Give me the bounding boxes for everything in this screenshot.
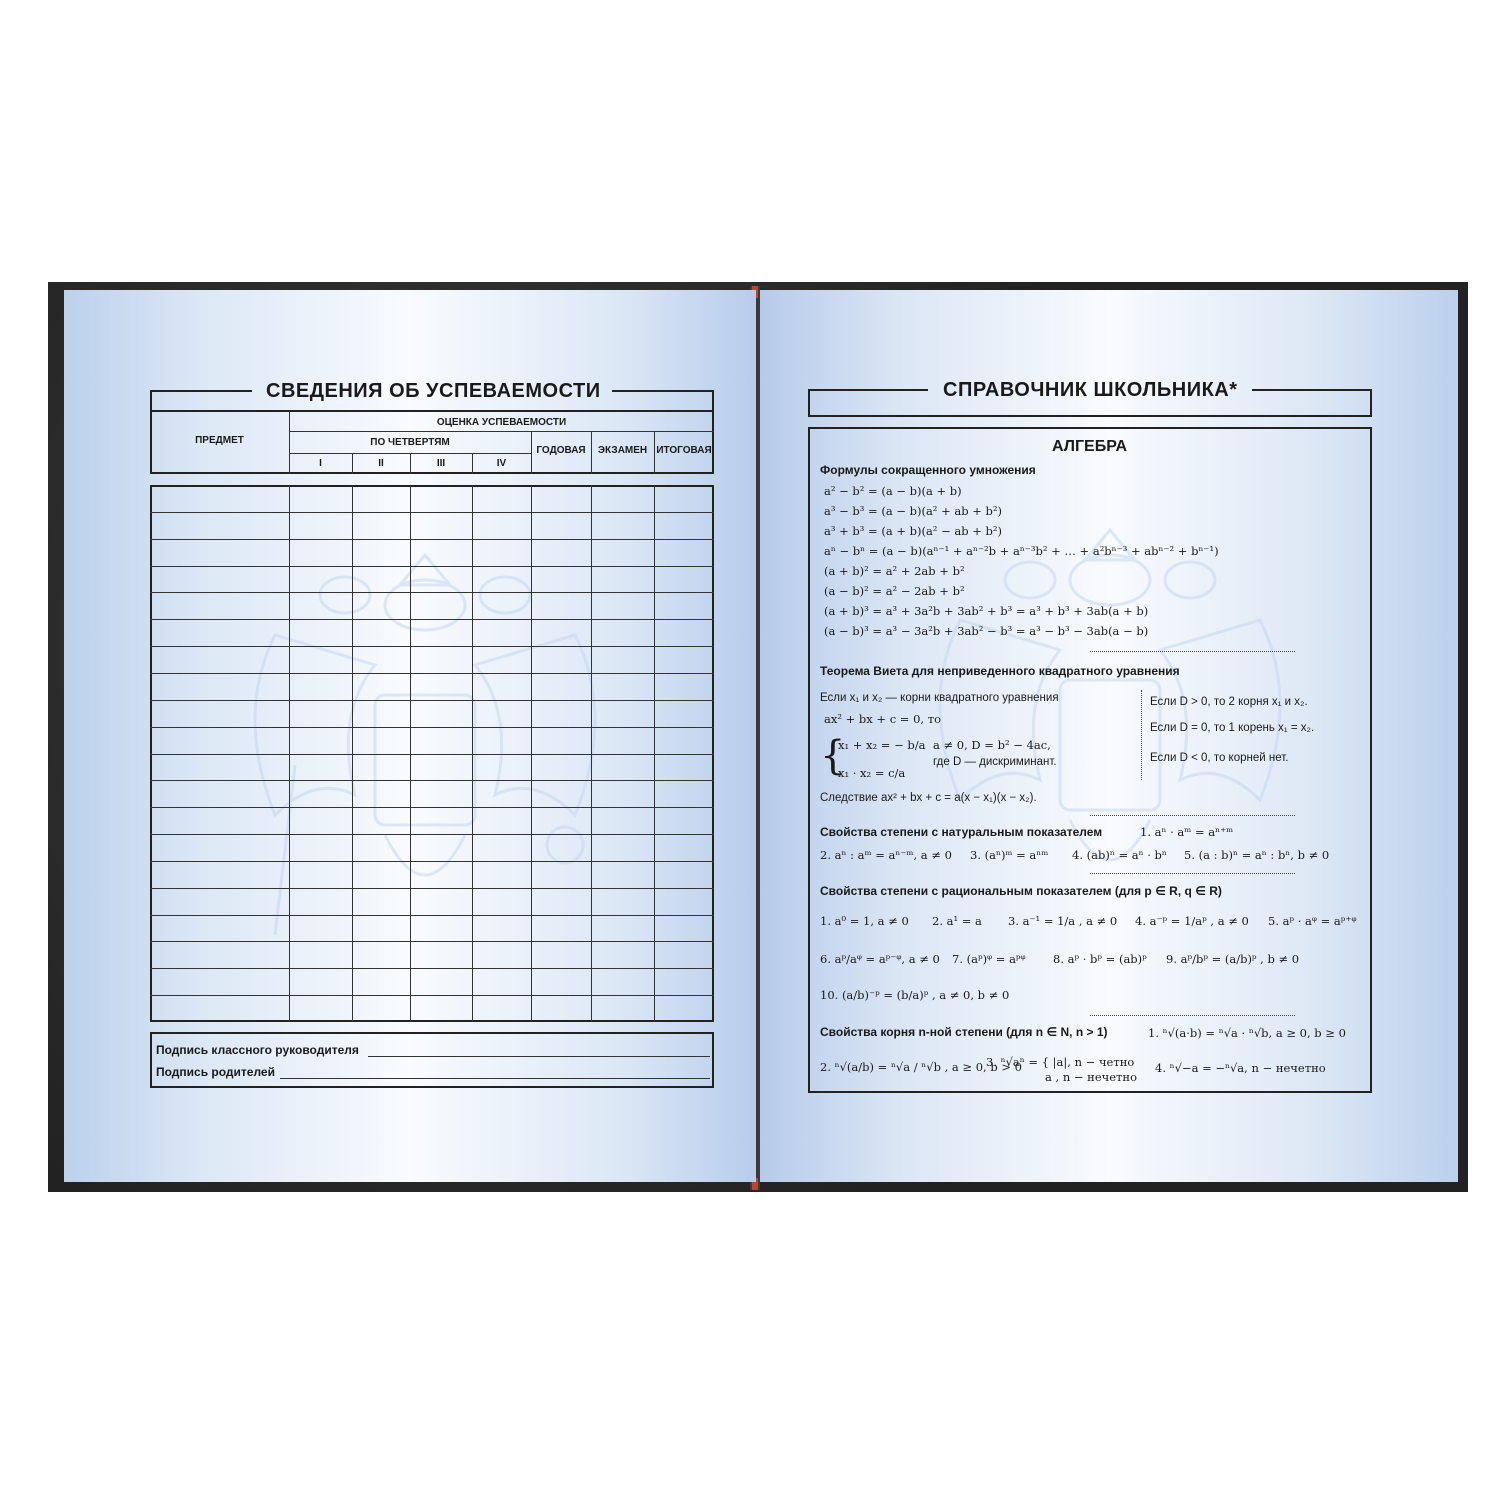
formula-4: aⁿ − bⁿ = (a − b)(aⁿ⁻¹ + aⁿ⁻²b + aⁿ⁻³b² + … + a²bⁿ⁻³ + abⁿ⁻² + bⁿ⁻¹) — [824, 544, 1219, 558]
roots-3b: a , n − нечетно — [1045, 1070, 1138, 1084]
grid-row-line — [150, 941, 714, 942]
rational-2: 2. a¹ = a — [932, 914, 982, 928]
vieta-product: x₁ · x₂ = c/a — [838, 766, 906, 780]
col-final: ИТОГОВАЯ — [656, 445, 712, 456]
parents-signature-line[interactable] — [280, 1078, 710, 1079]
grid-row-line — [150, 619, 714, 620]
natural-title: Свойства степени с натуральным показателем — [820, 825, 1103, 839]
vieta-consequence: Следствие ax² + bx + c = a(x − x₁)(x − x₂). — [820, 792, 1037, 804]
signature-box — [150, 1032, 714, 1088]
natural-3: 3. (aⁿ)ᵐ = aⁿᵐ — [970, 848, 1049, 862]
grid-row-line — [150, 780, 714, 781]
vieta-sum: x₁ + x₂ = − b/a — [838, 738, 926, 752]
roots-4: 4. ⁿ√−a = −ⁿ√a, n − нечетно — [1155, 1061, 1326, 1075]
grid-row-line — [150, 512, 714, 513]
divider — [1090, 651, 1295, 652]
rational-8: 8. aᵖ · bᵖ = (ab)ᵖ — [1053, 952, 1147, 966]
formula-5: (a + b)² = a² + 2ab + b² — [824, 564, 965, 578]
divider — [1090, 815, 1295, 816]
grid-row-line — [150, 592, 714, 593]
vieta-line-1: Если x₁ и x₂ — корни квадратного уравнения — [820, 692, 1059, 704]
header-divider — [289, 431, 714, 432]
abbrev-title: Формулы сокращенного умножения — [820, 463, 1036, 477]
grid-row-line — [150, 727, 714, 728]
formula-7: (a + b)³ = a³ + 3a²b + 3ab² + b³ = a³ + b³ + 3ab(a + b) — [824, 604, 1149, 618]
divider — [1141, 690, 1142, 780]
col-q1: I — [319, 458, 322, 469]
rational-1: 1. a⁰ = 1, a ≠ 0 — [820, 914, 909, 928]
formula-8: (a − b)³ = a³ − 3a²b + 3ab² − b³ = a³ − b³ − 3ab(a − b) — [824, 624, 1149, 638]
teacher-signature-line[interactable] — [368, 1056, 710, 1057]
progress-title: СВЕДЕНИЯ ОБ УСПЕВАЕМОСТИ — [266, 380, 601, 402]
rational-5: 5. aᵖ · aᵠ = aᵖ⁺ᵠ — [1268, 914, 1357, 928]
reference-title-box — [808, 389, 1372, 417]
col-q2: II — [378, 458, 384, 469]
rational-6: 6. aᵖ/aᵠ = aᵖ⁻ᵠ, a ≠ 0 — [820, 952, 940, 966]
natural-4: 4. (ab)ⁿ = aⁿ · bⁿ — [1072, 848, 1167, 862]
vieta-case-1: Если D > 0, то 2 корня x₁ и x₂. — [1150, 696, 1308, 708]
grid-row-line — [150, 888, 714, 889]
col-annual: ГОДОВАЯ — [536, 445, 586, 456]
algebra-heading: АЛГЕБРА — [1052, 438, 1128, 455]
roots-title: Свойства корня n-ной степени (для n ∈ N, n > 1) — [820, 1025, 1108, 1039]
vieta-title: Теорема Виета для неприведенного квадратного уравнения — [820, 664, 1180, 678]
rational-3: 3. a⁻¹ = 1/a , a ≠ 0 — [1008, 914, 1118, 928]
formula-6: (a − b)² = a² − 2ab + b² — [824, 584, 965, 598]
reference-title: СПРАВОЧНИК ШКОЛЬНИКА* — [943, 379, 1238, 401]
grid-row-line — [150, 754, 714, 755]
grid-row-line — [150, 915, 714, 916]
roots-1: 1. ⁿ√(a·b) = ⁿ√a · ⁿ√b, a ≥ 0, b ≥ 0 — [1148, 1026, 1346, 1040]
grid-row-line — [150, 995, 714, 996]
vieta-case-3: Если D < 0, то корней нет. — [1150, 752, 1289, 764]
grid-row-line — [150, 968, 714, 969]
grid-row-line — [150, 834, 714, 835]
vieta-line-2: ax² + bx + c = 0, то — [824, 712, 941, 726]
natural-5: 5. (a : b)ⁿ = aⁿ : bⁿ, b ≠ 0 — [1184, 848, 1330, 862]
col-q4: IV — [496, 458, 507, 469]
divider — [1090, 1015, 1295, 1016]
divider — [1090, 873, 1295, 874]
roots-3a: 3. ⁿ√aⁿ = { |a|, n − четно — [986, 1055, 1135, 1069]
col-quarters: ПО ЧЕТВЕРТЯМ — [370, 437, 450, 448]
grid-row-line — [150, 539, 714, 540]
rational-9: 9. aᵖ/bᵖ = (a/b)ᵖ , b ≠ 0 — [1166, 952, 1300, 966]
grid-row-line — [150, 673, 714, 674]
teacher-signature-label: Подпись классного руководителя — [156, 1043, 359, 1057]
system-brace: { — [820, 733, 846, 779]
grid-row-line — [150, 861, 714, 862]
col-grades: ОЦЕНКА УСПЕВАЕМОСТИ — [436, 417, 567, 428]
col-subject: ПРЕДМЕТ — [195, 435, 244, 446]
rational-10: 10. (a/b)⁻ᵖ = (b/a)ᵖ , a ≠ 0, b ≠ 0 — [820, 988, 1010, 1002]
grid-row-line — [150, 807, 714, 808]
formula-2: a³ − b³ = (a − b)(a² + ab + b²) — [824, 504, 1002, 518]
grid-row-line — [150, 700, 714, 701]
col-exam: ЭКЗАМЕН — [597, 445, 648, 456]
rational-title: Свойства степени с рациональным показателем (для p ∈ R, q ∈ R) — [820, 884, 1222, 898]
vieta-discriminant: где D — дискриминант. — [933, 756, 1057, 768]
roots-2: 2. ⁿ√(a/b) = ⁿ√a / ⁿ√b , a ≥ 0, b > 0 — [820, 1060, 1022, 1074]
vieta-case-2: Если D = 0, то 1 корень x₁ = x₂. — [1150, 722, 1315, 734]
formula-1: a² − b² = (a − b)(a + b) — [824, 484, 962, 498]
natural-2: 2. aⁿ : aᵐ = aⁿ⁻ᵐ, a ≠ 0 — [820, 848, 952, 862]
formula-3: a³ + b³ = (a + b)(a² − ab + b²) — [824, 524, 1002, 538]
grid-row-line — [150, 646, 714, 647]
rational-7: 7. (aᵖ)ᵠ = aᵖᵠ — [952, 952, 1026, 966]
vieta-condition: a ≠ 0, D = b² − 4ac, — [933, 738, 1051, 752]
parents-signature-label: Подпись родителей — [156, 1065, 275, 1079]
col-q3: III — [436, 458, 446, 469]
header-rule — [150, 410, 714, 412]
rational-4: 4. a⁻ᵖ = 1/aᵖ , a ≠ 0 — [1135, 914, 1249, 928]
grid-row-line — [150, 566, 714, 567]
natural-1: 1. aⁿ · aᵐ = aⁿ⁺ᵐ — [1140, 825, 1234, 839]
